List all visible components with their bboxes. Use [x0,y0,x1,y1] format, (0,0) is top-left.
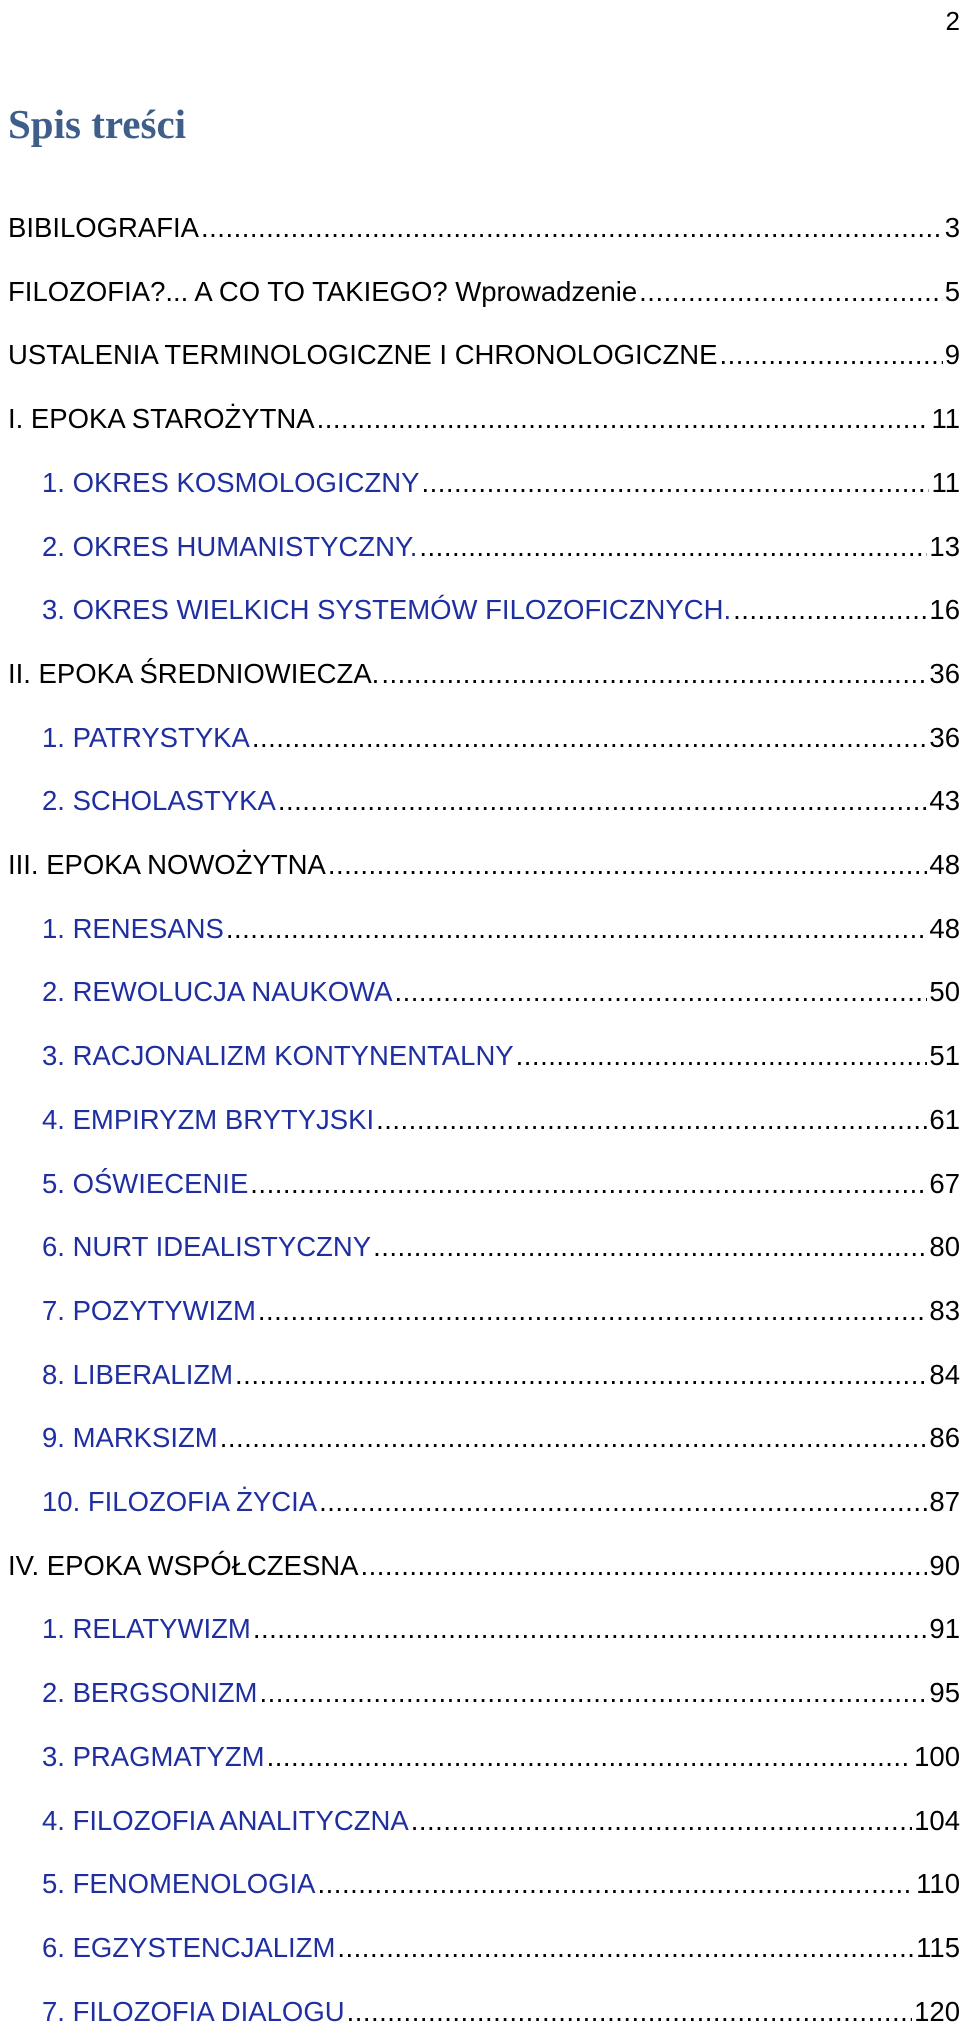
toc-entry[interactable] [8,272,960,312]
toc-entry-title: 10. FILOZOFIA ŻYCIA [42,1486,318,1517]
toc-entry[interactable] [42,1609,960,1649]
toc-entry-title: IV. EPOKA WSPÓŁCZESNA [8,1549,359,1581]
toc-entry[interactable] [42,1992,960,2032]
toc-entry[interactable] [8,335,960,375]
toc-entry-title: 2. SCHOLASTYKA [42,785,276,817]
toc-leader-dots [328,845,928,885]
toc-entry-title: I. EPOKA STAROŻYTNA [8,403,315,435]
toc-entry[interactable] [42,1737,960,1777]
toc-entry-page: 13 [929,530,960,562]
toc-entry-title: 5. OŚWIECENIE [42,1167,249,1199]
toc-entry-title: 8. LIBERALIZM [42,1358,234,1390]
toc-leader-dots [373,1227,927,1267]
toc-entry-page: 83 [929,1294,960,1326]
toc-entry[interactable] [8,399,960,439]
toc-entry-page: 11 [931,403,960,435]
toc-entry[interactable] [42,1164,960,1204]
toc-leader-dots [258,1291,928,1331]
toc-leader-dots [250,1164,927,1204]
toc-entry-page: 115 [916,1931,960,1963]
toc-entry-page: 61 [929,1103,960,1135]
toc-entry-page: 9 [944,339,960,371]
toc-entry-page: 36 [929,657,960,689]
toc-entry[interactable] [42,1291,960,1331]
toc-entry-title: 3. PRAGMATYZM [42,1740,265,1772]
toc-entry-page: 87 [929,1486,960,1517]
toc-entry-title: 7. POZYTYWIZM [42,1294,256,1326]
toc-entry-page: 100 [914,1740,960,1772]
toc-entry-title: BIBILOGRAFIA [8,212,200,243]
toc-leader-dots [253,1609,928,1649]
toc-entry-title: 1. RENESANS [42,912,224,944]
toc-entry-page: 48 [929,912,960,944]
toc-entry-page: 48 [929,849,960,880]
toc-entry[interactable] [42,527,960,567]
toc-entry-page: 67 [929,1167,960,1199]
toc-entry[interactable] [42,1227,960,1267]
toc-entry-title: 1. RELATYWIZM [42,1613,251,1645]
toc-entry[interactable] [42,1355,960,1395]
toc-entry-title: 7. FILOZOFIA DIALOGU [42,1995,345,2027]
toc-entry-title: FILOZOFIA?... A CO TO TAKIEGO? Wprowadzenie [8,275,638,307]
toc-entry-title: 2. BERGSONIZM [42,1677,258,1709]
toc-leader-dots [235,1355,927,1395]
toc-entry-page: 16 [929,594,960,626]
toc-leader-dots [394,972,927,1012]
toc-leader-dots [381,654,927,694]
toc-leader-dots [317,399,930,439]
toc-leader-dots [421,463,929,503]
toc-entry[interactable] [42,1801,960,1841]
toc-leader-dots [733,590,927,630]
toc-entry[interactable] [42,781,960,821]
toc-entry[interactable] [42,972,960,1012]
toc-entry-title: III. EPOKA NOWOŻYTNA [8,849,326,880]
toc-leader-dots [376,1100,927,1140]
toc-entry[interactable] [42,1928,960,1968]
toc-entry-title: 1. PATRYSTYKA [42,721,250,753]
toc-leader-dots [318,1864,915,1904]
toc-leader-dots [639,272,943,312]
toc-entry-page: 5 [944,275,960,307]
toc-leader-dots [226,909,928,949]
toc-entry[interactable] [42,1418,960,1458]
toc-leader-dots [361,1546,928,1586]
toc-entry-title: 9. MARKSIZM [42,1422,218,1454]
toc-entry-title: II. EPOKA ŚREDNIOWIECZA. [8,657,380,689]
toc-leader-dots [720,335,943,375]
toc-entry[interactable] [42,1100,960,1140]
toc-entry-title: 1. OKRES KOSMOLOGICZNY [42,466,420,498]
toc-entry[interactable] [42,1036,960,1076]
toc-entry-title: 4. FILOZOFIA ANALITYCZNA [42,1804,409,1836]
toc-entry[interactable] [42,718,960,758]
toc-entry-page: 43 [929,785,960,817]
toc-entry-title: 6. NURT IDEALISTYCZNY [42,1231,372,1263]
toc-leader-dots [278,781,928,821]
toc-leader-dots [516,1036,928,1076]
toc-title: Spis treści [8,101,187,147]
toc-leader-dots [337,1928,914,1968]
toc-entry[interactable] [42,1864,960,1904]
toc-entry-title: 6. EGZYSTENCJALIZM [42,1931,336,1963]
toc-entry[interactable] [8,208,960,248]
toc-entry-page: 110 [916,1868,960,1900]
toc-entry-page: 11 [931,466,960,498]
toc-entry-page: 51 [929,1040,960,1072]
toc-leader-dots [319,1482,927,1522]
toc-entry[interactable] [8,845,960,885]
toc-leader-dots [419,527,927,567]
toc-leader-dots [220,1418,928,1458]
toc-leader-dots [259,1673,927,1713]
toc-leader-dots [267,1737,913,1777]
toc-entry-title: 2. OKRES HUMANISTYCZNY. [42,530,418,562]
toc-leader-dots [252,718,928,758]
toc-entry[interactable] [42,590,960,630]
page-number: 2 [945,6,960,36]
toc-entry-page: 86 [929,1422,960,1454]
toc-entry[interactable] [42,463,960,503]
toc-entry-title: 3. OKRES WIELKICH SYSTEMÓW FILOZOFICZNYCH. [42,594,732,626]
toc-entry-title: 4. EMPIRYZM BRYTYJSKI [42,1103,375,1135]
toc-entry-page: 120 [914,1995,960,2027]
toc-entry-page: 84 [929,1358,960,1390]
toc-entry-page: 50 [929,976,960,1008]
toc-entry-title: USTALENIA TERMINOLOGICZNE I CHRONOLOGICZNE [8,339,718,371]
toc-entry-page: 91 [929,1613,960,1645]
toc-entry-page: 3 [944,212,960,243]
toc-entry[interactable] [8,654,960,694]
toc-entry-page: 36 [929,721,960,753]
toc-entry[interactable] [8,1546,960,1586]
toc-entry-page: 90 [929,1549,960,1581]
toc-entry[interactable] [42,1482,960,1522]
toc-entry-title: 2. REWOLUCJA NAUKOWA [42,976,393,1008]
toc-entry-title: 3. RACJONALIZM KONTYNENTALNY [42,1040,514,1072]
toc-entry[interactable] [42,909,960,949]
toc-entry[interactable] [42,1673,960,1713]
toc-entry-title: 5. FENOMENOLOGIA [42,1868,316,1900]
toc-leader-dots [347,1992,913,2032]
toc-entry-page: 95 [929,1677,960,1709]
toc-entry-page: 104 [914,1804,960,1836]
toc-entry-page: 80 [929,1231,960,1263]
toc-leader-dots [201,208,943,248]
toc-leader-dots [411,1801,912,1841]
